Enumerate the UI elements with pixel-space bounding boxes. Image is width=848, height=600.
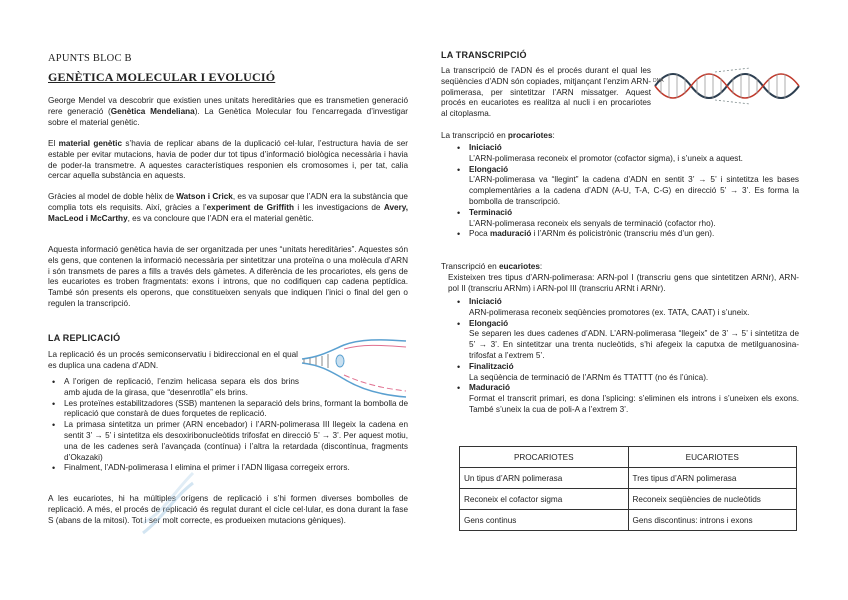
paragraph-genes: Aquesta informació genètica havia de ser organitzada per unes “unitats hereditàries”. Aquestes són els gens, que contenen la informació necessària per sintetitzar una proteïna o una molècula d’ARN i són transmets de pares a fills a través dels gàmetes. A diferència de les procariotes, els gens de les eucariotes es troben fragmentats: exons i introns, que no codifiquen cap cadena peptídica. També són presents els operons, que constitueixen senyals que indiquen l’inici o final del gen o regulen la transcripció. bbox=[48, 245, 409, 308]
column-header: PROCARIOTES bbox=[460, 447, 629, 468]
table-cell: Reconeix seqüències de nucleòtids bbox=[628, 489, 797, 510]
column-header: EUCARIOTES bbox=[628, 447, 797, 468]
diagram-label: DNA bbox=[653, 78, 664, 84]
dna-transcription-diagram bbox=[655, 60, 805, 112]
header-label: APUNTS BLOC B bbox=[48, 53, 132, 64]
dna-watermark bbox=[138, 478, 198, 538]
list-item: • Poca maduració i l’ARNm és policistrònic (transcriu més d’un gen). bbox=[453, 229, 799, 240]
transcription-intro: La transcripció de l’ADN és el procés durant el qual les seqüències d’ADN són copiades, mitjançant l’enzim ARN-polimerasa, per sintetitzar l’ARN missatger. Aquest procés en eucariotes es realitza al nucli i en procariotes al citoplasma. bbox=[441, 66, 651, 119]
paragraph-material-genetic: El material genètic s’havia de replicar abans de la duplicació cel·lular, l’estructura havia de ser estable per evitar mutacions, havia de poder dur tot tipus d’informació biològica necessària i havia de poder-la transmetre. A aquestes característiques responien els cromosomes i, per tat, calia cercar aquella substància en aquests. bbox=[48, 139, 408, 181]
table-cell: Gens continus bbox=[460, 510, 629, 531]
list-item: • Terminació L’ARN-polimerasa reconeix els senyals de terminació (cofactor rho). bbox=[453, 208, 799, 230]
table-row bbox=[460, 510, 797, 531]
list-item: • Iniciació L’ARN-polimerasa reconeix el promotor (cofactor sigma), i s’uneix a aquest. bbox=[453, 143, 799, 165]
section-title-transcription: LA TRANSCRIPCIÓ bbox=[441, 50, 527, 60]
list-item: • Les proteïnes estabilitzadores (SSB) mantenen la separació dels brins, formant la bombolla de replicació que constarà de dues forquetes de replicació. bbox=[48, 399, 408, 421]
paragraph-watson-crick: Gràcies al model de doble hèlix de Watson i Crick, es va suposar que l’ADN era la substància que complia tots els requisits. Així, gràcies a l’experiment de Griffith i les investigacions de Avery, MacLeod i McCarthy, es va concloure que l’ADN era el material genètic. bbox=[48, 192, 408, 223]
page-title: GENÈTICA MOLECULAR I EVOLUCIÓ bbox=[48, 70, 276, 84]
table-cell: Gens discontinus: introns i exons bbox=[628, 510, 797, 531]
list-item: • A l’origen de replicació, l’enzim helicasa separa els dos brins amb ajuda de la girasa, que “desenrotlla” els brins. bbox=[48, 377, 299, 399]
table-cell: Reconeix el cofactor sigma bbox=[460, 489, 629, 510]
comparison-table bbox=[459, 446, 797, 531]
eukaryotes-steps-list bbox=[453, 297, 799, 416]
list-item: • La primasa sintetitza un primer (ARN encebador) i l’ARN-polimerasa III llegeix la cadena en sentit 3’ → 5’ i sintetitza els desoxiribonucleòtids trifosfat en direcció 5’ → 3’. Per aquest motiu, una de les cadenes serà l’avançada (contínua) i l’altra la retardada (discontínua, fragments d’Okazaki) bbox=[48, 420, 408, 463]
paragraph-mendel: George Mendel va descobrir que existien unes unitats hereditàries que es transmetien generació rere generació (Genètica Mendeliana). La Genètica Molecular fou l’encarregada d’investigar sobre el material genètic. bbox=[48, 96, 409, 127]
list-item: • Elongació Se separen les dues cadenes d’ADN. L’ARN-polimerasa “llegeix” de 3’ → 5’ i sintetitza de 5’ → 3’. En sintetitzar una trenta nucleòtids, s’hi afegeix la caputxa de metilguanosina-trifosfat a l’extrem 5’. bbox=[453, 319, 799, 362]
eukaryotes-intro: Transcripció en eucariotes: bbox=[441, 262, 543, 271]
table-cell: Un tipus d’ARN polimerasa bbox=[460, 468, 629, 489]
list-item: • Maduració Format el transcrit primari, es dona l’splicing: s’eliminen els introns i s’uneixen els exons. També s’uneix la cua de poli-A a l’extrem 3’. bbox=[453, 383, 799, 415]
section-title-replication: LA REPLICACIÓ bbox=[48, 333, 121, 343]
list-item: • Iniciació ARN-polimerasa reconeix seqüències promotores (ex. TATA, CAAT) i s’uneix. bbox=[453, 297, 799, 319]
table-row bbox=[460, 468, 797, 489]
list-item: • Finalització La seqüència de terminació de l’ARNm és TTATTT (no és l’única). bbox=[453, 362, 799, 384]
replication-eukaryotes: A les eucariotes, hi ha múltiples orígens de replicació i s’hi formen diverses bombolles de replicació. A més, el procés de replicació és regulat durant el cicle cel·lular, es dona durant la fase S (abans de la mitosi). Tot i ser molt correcte, es produeixen mutacions gèniques). bbox=[48, 494, 408, 525]
table-header-row bbox=[460, 447, 797, 468]
list-item: • Finalment, l’ADN-polimerasa I elimina el primer i l’ADN lligasa corregeix errors. bbox=[48, 463, 408, 474]
table-cell: Tres tipus d’ARN polimerasa bbox=[628, 468, 797, 489]
prokaryotes-steps-list bbox=[453, 143, 799, 240]
eukaryotes-polymerases: Existeixen tres tipus d’ARN-polimerasa: ARN-pol I (transcriu gens que sintetitzen ARNr), ARN-pol II (transcriu ARNm) i ARN-pol III (transcriu ARNt i ARNr). bbox=[448, 273, 799, 293]
replication-steps-list bbox=[48, 377, 408, 474]
list-item: • Elongació L’ARN-polimerasa va “llegint” la cadena d’ADN en sentit 3’ → 5’ i sintetitza les bases complementàries a la cadena d’ADN (A-U, T-A, C-G) en direcció 5’ → 3’. Es forma la bombolla de transcripció. bbox=[453, 165, 799, 208]
table-row bbox=[460, 489, 797, 510]
prokaryotes-intro: La transcripció en procariotes: bbox=[441, 131, 555, 140]
replication-intro: La replicació és un procés semiconservatiu i bidireccional en el qual es duplica una cadena d’ADN. bbox=[48, 350, 298, 370]
